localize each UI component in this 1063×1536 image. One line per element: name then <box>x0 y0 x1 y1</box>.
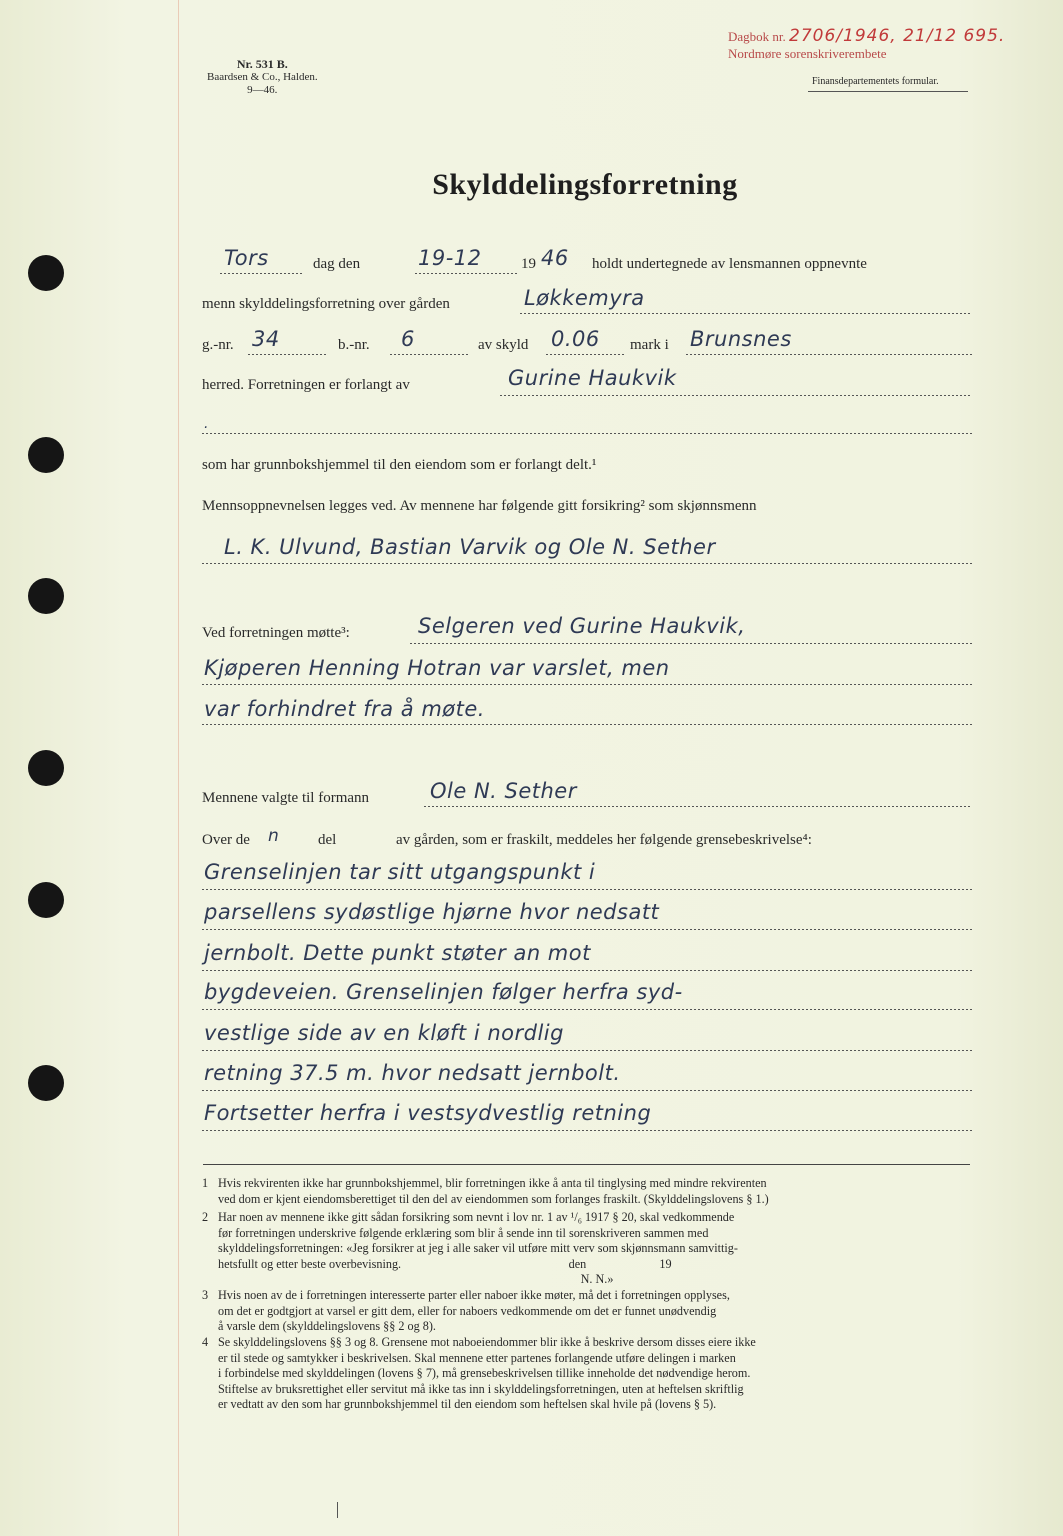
fill-line <box>202 1009 972 1010</box>
punch-hole <box>28 437 64 473</box>
fill-line <box>202 684 972 685</box>
fill-line <box>202 724 972 725</box>
printer-info <box>207 58 318 97</box>
punch-hole <box>28 578 64 614</box>
menn-text: Mennsoppnevnelsen legges ved. Av mennene har følgende gitt forsikring² som skjønnsmenn <box>202 498 757 514</box>
mark-label: mark i <box>630 337 669 353</box>
men-value: L. K. Ulvund, Bastian Varvik og Ole N. Sether <box>224 535 716 559</box>
footnote-line: Stiftelse av bruksrettighet eller servitut må ikke tas inn i skylddelingsforretningen, uten at heftelsen skriftlig <box>218 1381 744 1396</box>
stamp-handwritten: 2706/1946, 21/12 695. <box>789 26 1006 46</box>
footnote-line: å varsle dem (skylddelingslovens §§ 2 og 8). <box>218 1319 436 1333</box>
over-label: Over de <box>202 832 250 848</box>
description-line: Grenselinjen tar sitt utgangspunkt i <box>204 860 596 884</box>
fill-line <box>520 313 972 314</box>
punch-hole <box>28 882 64 918</box>
fill-line <box>248 354 328 355</box>
footnote-line: skylddelingsforretningen: «Jeg forsikrer at jeg i alle saker vil utføre mitt verv som skjønnsmann samvittig- <box>218 1241 738 1255</box>
registry-stamp <box>728 28 1005 62</box>
description-line: parsellens sydøstlige hjørne hvor nedsatt <box>204 900 660 924</box>
mote-line-2: Kjøperen Henning Hotran var varslet, men <box>204 656 670 680</box>
fill-line <box>202 889 972 890</box>
footnote-line: Hvis noen av de i forretningen interesserte parter eller naboer ikke møter, må det i forretningen opplyses, <box>218 1288 730 1302</box>
formular-underline <box>808 91 968 92</box>
punch-hole <box>28 255 64 291</box>
farm-value: Løkkemyra <box>524 286 645 310</box>
footnote-number: 4 <box>202 1335 209 1349</box>
del-label: del <box>318 832 337 848</box>
footnote-line: i forbindelse med skylddelingen (lovens § 7), må grensebeskrivelsen tillike inneholde det nødvendige herom. <box>218 1366 751 1380</box>
punch-hole <box>28 750 64 786</box>
footnote-line: hetsfullt og etter beste overbevisning. den 19 <box>218 1256 672 1271</box>
footnote-line: ved dom er kjent eiendomsberettiget til den del av eiendommen som forlanges fraskilt. (Skylddelingslovens § 1.) <box>218 1191 769 1206</box>
line2-text: menn skylddelingsforretning over gården <box>202 296 450 312</box>
fill-line <box>415 273 519 274</box>
gnr-label: g.-nr. <box>202 337 234 353</box>
fill-line <box>390 354 470 355</box>
document-title: Skylddelingsforretning <box>432 168 738 201</box>
fill-line <box>546 354 626 355</box>
footnote-number: 3 <box>202 1288 209 1302</box>
skyld-label: av skyld <box>478 337 529 353</box>
footnote-line: N. N.» <box>218 1272 614 1286</box>
day-value: Tors <box>224 246 269 270</box>
fill-line <box>424 806 972 807</box>
stamp-label: Dagbok nr. <box>728 29 786 44</box>
footnote-line: Har noen av mennene ikke gitt sådan forsikring som nevnt i lov nr. 1 av ¹/₆ 1917 § 20, skal vedkommende <box>218 1210 735 1224</box>
grunnbok-text: som har grunnbokshjemmel til den eiendom som er forlangt delt.¹ <box>202 457 597 473</box>
footnote-line: før forretningen underskrive følgende erklæring som blir å sende inn til sorenskriveren sammen med <box>218 1225 709 1240</box>
fill-line <box>410 643 972 644</box>
skyld-value: 0.06 <box>551 327 600 351</box>
bnr-label: b.-nr. <box>338 337 370 353</box>
gnr-value: 34 <box>252 327 280 351</box>
day-label: dag den <box>313 256 361 272</box>
mote-label: Ved forretningen møtte³: <box>202 625 350 641</box>
over-value: n <box>268 826 280 846</box>
fill-line <box>202 1090 972 1091</box>
fill-line <box>220 273 302 274</box>
formann-value: Ole N. Sether <box>430 779 577 803</box>
fill-line <box>202 1130 972 1131</box>
year-value: 46 <box>541 246 569 270</box>
printer-name: Baardsen & Co., Halden. <box>207 71 318 83</box>
fill-line <box>202 563 972 564</box>
description-line: Fortsetter herfra i vestsydvestlig retning <box>204 1101 652 1125</box>
description-line: bygdeveien. Grenselinjen følger herfra syd- <box>204 980 683 1004</box>
formann-label: Mennene valgte til formann <box>202 790 370 806</box>
herred-text: herred. Forretningen er forlangt av <box>202 377 410 393</box>
footnote-line: er til stede og samtykker i beskrivelsen. Skal mennene etter partenes forlangende utføre delingen i marken <box>218 1350 736 1365</box>
requester-value: Gurine Haukvik <box>508 366 677 390</box>
date-value: 19-12 <box>418 246 482 270</box>
footnote-separator <box>203 1164 970 1165</box>
footnote-line: om det er godtgjort at varsel er gitt dem, eller for naboers vedkommende om det er funnet unødvendig <box>218 1303 717 1318</box>
description-line: jernbolt. Dette punkt støter an mot <box>204 941 591 965</box>
mote-line-1: Selgeren ved Gurine Haukvik, <box>418 614 746 638</box>
line1-text: holdt undertegnede av lensmannen oppnevnte <box>592 256 867 272</box>
description-line: retning 37.5 m. hvor nedsatt jernbolt. <box>204 1061 621 1085</box>
description-line: vestlige side av en kløft i nordlig <box>204 1021 564 1045</box>
footnote-number: 2 <box>202 1210 209 1224</box>
dot-mark: . <box>204 416 209 432</box>
footnote-line: Hvis rekvirenten ikke har grunnbokshjemmel, blir forretningen ikke å anta til tinglysing med mindre rekvirenten <box>218 1176 767 1190</box>
fill-line <box>202 1050 972 1051</box>
margin-line <box>178 0 179 1536</box>
mote-line-3: var forhindret fra å møte. <box>204 697 485 721</box>
stamp-office: Nordmøre sorenskriverembete <box>728 46 887 61</box>
footnote-number: 1 <box>202 1176 209 1190</box>
form-number: Nr. 531 B. <box>236 57 288 71</box>
year-prefix: 19 <box>521 256 536 272</box>
fill-line <box>686 354 972 355</box>
fill-line <box>500 395 972 396</box>
footnote-3 <box>202 1288 730 1335</box>
footnote-2 <box>202 1210 738 1288</box>
pencil-mark <box>337 1502 338 1518</box>
fill-line <box>202 433 972 434</box>
municipality-value: Brunsnes <box>690 327 792 351</box>
punch-hole <box>28 1065 64 1101</box>
fill-line <box>202 970 972 971</box>
print-date: 9—46. <box>247 84 278 96</box>
formular-label: Finansdepartementets formular. <box>812 76 939 87</box>
fill-line <box>202 929 972 930</box>
footnote-4 <box>202 1335 756 1413</box>
gard-text: av gården, som er fraskilt, meddeles her følgende grensebeskrivelse⁴: <box>396 832 812 848</box>
footnote-line: er vedtatt av den som har grunnbokshjemmel til den eiendom som heftelsen skal hvile på (lovens § 5). <box>218 1397 717 1411</box>
footnote-1 <box>202 1176 769 1207</box>
bnr-value: 6 <box>401 327 415 351</box>
footnote-line: Se skylddelingslovens §§ 3 og 8. Grensene mot naboeiendommer blir ikke å beskrive dersom disses eiere ikke <box>218 1335 756 1349</box>
